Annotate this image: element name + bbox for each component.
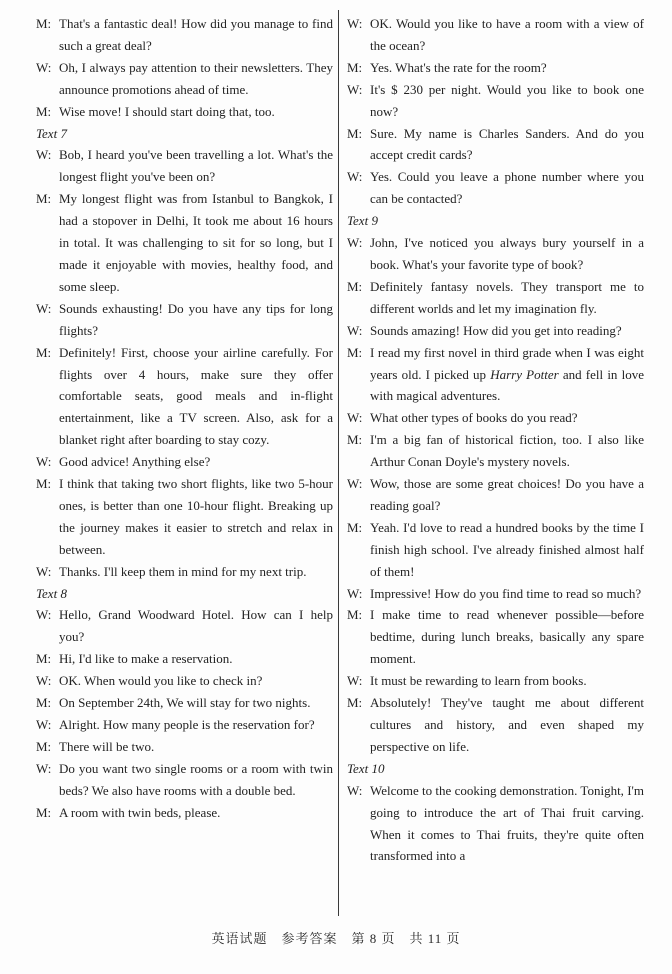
speaker-label: W: — [36, 59, 52, 75]
dialogue-turn — [36, 802, 333, 824]
turn-text: I read my first novel in third grade when I was eight years old. I picked up — [370, 344, 644, 382]
dialogue-turn — [36, 188, 333, 298]
dialogue-turn — [347, 583, 644, 605]
text-section-heading: Text 7 — [36, 125, 67, 141]
dialogue-turn — [36, 473, 333, 561]
dialogue-turn — [347, 166, 644, 210]
turn-text: It must be rewarding to learn from books. — [370, 673, 587, 689]
dialogue-turn — [36, 451, 333, 473]
speaker-label: M: — [347, 519, 363, 535]
text-section-heading: Text 10 — [347, 760, 385, 776]
speaker-label: M: — [36, 695, 52, 711]
speaker-label: M: — [347, 695, 363, 711]
turn-text: Good advice! Anything else? — [59, 454, 211, 470]
speaker-label: W: — [36, 717, 52, 732]
dialogue-turn — [347, 407, 644, 429]
dialogue-turn — [347, 13, 644, 57]
dialogue-turn — [36, 604, 333, 648]
turn-text: There will be two. — [59, 738, 155, 754]
turn-text: Sounds amazing! How did you get into reading? — [370, 322, 622, 338]
speaker-label: W: — [347, 322, 363, 338]
dialogue-turn — [36, 342, 333, 452]
turn-text: I make time to read whenever possible—before bedtime, during lunch breaks, basically any spare moment. — [370, 607, 644, 667]
speaker-label: M: — [347, 278, 363, 294]
dialogue-turn — [347, 320, 644, 342]
speaker-label: M: — [36, 344, 52, 360]
text-section-heading: Text 8 — [36, 585, 67, 601]
speaker-label: W: — [347, 235, 363, 251]
turn-text: What other types of books do you read? — [370, 410, 578, 426]
turn-text: Do you want two single rooms or a room with twin beds? We also have rooms with a double bed. — [59, 760, 333, 798]
speaker-label: W: — [347, 410, 363, 426]
dialogue-turn — [347, 670, 644, 692]
speaker-label: M: — [36, 651, 52, 667]
dialogue-turn — [347, 473, 644, 517]
dialogue-turn — [347, 232, 644, 276]
dialogue-turn — [36, 13, 333, 57]
dialogue-turn — [347, 342, 644, 408]
speaker-label: W: — [36, 147, 52, 163]
dialogue-turn — [36, 670, 333, 692]
turn-text: I think that taking two short flights, like two 5-hour ones, is better than one 10-hour flight. Breaking up the journey makes it easier to stretch and relax in between. — [59, 476, 333, 557]
turn-text: Impressive! How do you find time to read so much? — [370, 585, 642, 601]
turn-text: Yes. What's the rate for the room? — [370, 59, 547, 75]
turn-text: A room with twin beds, please. — [59, 804, 221, 820]
dialogue-turn — [36, 561, 333, 583]
turn-text: Definitely fantasy novels. They transport me to different worlds and let my imagination fly. — [370, 278, 644, 316]
speaker-label: M: — [347, 607, 363, 623]
turn-text: Welcome to the cooking demonstration. Tonight, I'm going to introduce the art of Thai fruit carving. When it comes to Thai fruits, they're quite often transformed into a — [370, 782, 644, 864]
turn-text: Bob, I heard you've been travelling a lot. What's the longest flight you've been on? — [59, 147, 333, 185]
turn-text: Absolutely! They've taught me about different cultures and history, and even shaped my perspective on life. — [370, 695, 644, 754]
turn-text: Sounds exhausting! Do you have any tips for long flights? — [59, 300, 333, 338]
speaker-label: W: — [347, 782, 363, 798]
turn-text: OK. Would you like to have a room with a view of the ocean? — [370, 16, 644, 53]
turn-text: OK. When would you like to check in? — [59, 673, 263, 689]
speaker-label: W: — [347, 585, 363, 601]
speaker-label: M: — [36, 191, 52, 207]
turn-text: Yes. Could you leave a phone number where you can be contacted? — [370, 169, 644, 207]
speaker-label: M: — [36, 16, 52, 31]
turn-text: Oh, I always pay attention to their newsletters. They announce promotions ahead of time. — [59, 59, 333, 97]
right-column — [347, 13, 644, 867]
turn-text: Definitely! First, choose your airline carefully. For flights over 4 hours, make sure they offer comfortable seats, good meals and in-flight entertainment, like a TV screen. Also, ask for a blanket right after boarding to stay cozy. — [59, 344, 333, 448]
dialogue-turn — [36, 714, 333, 736]
turn-text: and fell in love with magical adventures. — [370, 366, 644, 404]
dialogue-turn — [36, 648, 333, 670]
speaker-label: W: — [347, 673, 363, 689]
dialogue-turn — [36, 758, 333, 802]
dialogue-turn — [347, 276, 644, 320]
dialogue-turn — [347, 604, 644, 670]
speaker-label: M: — [347, 125, 363, 141]
turn-text: It's $ 230 per night. Would you like to book one now? — [370, 81, 644, 119]
turn-text: Hello, Grand Woodward Hotel. How can I help you? — [59, 607, 333, 645]
speaker-label: M: — [347, 344, 363, 360]
dialogue-turn — [36, 57, 333, 101]
dialogue-turn — [36, 298, 333, 342]
turn-text: Hi, I'd like to make a reservation. — [59, 651, 233, 667]
turn-text: Wow, those are some great choices! Do you have a reading goal? — [370, 476, 644, 513]
dialogue-turn — [347, 123, 644, 167]
column-divider — [338, 10, 339, 916]
dialogue-turn — [36, 101, 333, 123]
speaker-label: W: — [36, 760, 52, 776]
turn-text: Harry Potter — [490, 366, 559, 382]
turn-text: My longest flight was from Istanbul to Bangkok, I had a stopover in Delhi, It took me about 16 hours in total. It was challenging to sit for so long, but I made it enjoyable with movies, healthy food, and some sleep. — [59, 191, 333, 294]
speaker-label: W: — [36, 454, 52, 470]
turn-text: Thanks. I'll keep them in mind for my next trip. — [59, 563, 307, 579]
page-footer: 英语试题 参考答案 第 8 页 共 11 页 — [211, 931, 461, 946]
turn-text: Sure. My name is Charles Sanders. And do you accept credit cards? — [370, 125, 644, 163]
dialogue-turn — [347, 517, 644, 583]
speaker-label: M: — [36, 103, 52, 119]
dialogue-turn — [36, 736, 333, 758]
speaker-label: W: — [347, 476, 363, 492]
left-column — [36, 13, 333, 824]
turn-text: Alright. How many people is the reservation for? — [59, 717, 315, 732]
dialogue-turn — [36, 692, 333, 714]
turn-text: Wise move! I should start doing that, too. — [59, 103, 275, 119]
speaker-label: M: — [36, 476, 52, 492]
turn-text: John, I've noticed you always bury yourself in a book. What's your favorite type of book? — [370, 235, 644, 272]
speaker-label: W: — [36, 673, 52, 689]
turn-text: Yeah. I'd love to read a hundred books by the time I finish high school. I've already finished almost half of them! — [370, 519, 644, 579]
dialogue-turn — [347, 780, 644, 868]
dialogue-turn — [347, 692, 644, 758]
speaker-label: M: — [347, 432, 363, 448]
speaker-label: W: — [347, 169, 363, 185]
dialogue-turn — [36, 144, 333, 188]
turn-text: On September 24th, We will stay for two nights. — [59, 695, 311, 711]
speaker-label: W: — [36, 607, 52, 623]
text-section-heading: Text 9 — [347, 213, 378, 229]
turn-text: That's a fantastic deal! How did you manage to find such a great deal? — [59, 16, 333, 53]
dialogue-turn — [347, 429, 644, 473]
speaker-label: M: — [347, 59, 363, 75]
dialogue-turn — [347, 57, 644, 79]
speaker-label: M: — [36, 804, 52, 820]
speaker-label: M: — [36, 738, 52, 754]
turn-text: I'm a big fan of historical fiction, too. I also like Arthur Conan Doyle's mystery novels. — [370, 432, 644, 470]
speaker-label: W: — [347, 16, 363, 31]
speaker-label: W: — [36, 300, 52, 316]
dialogue-turn — [347, 79, 644, 123]
speaker-label: W: — [36, 563, 52, 579]
speaker-label: W: — [347, 81, 363, 97]
